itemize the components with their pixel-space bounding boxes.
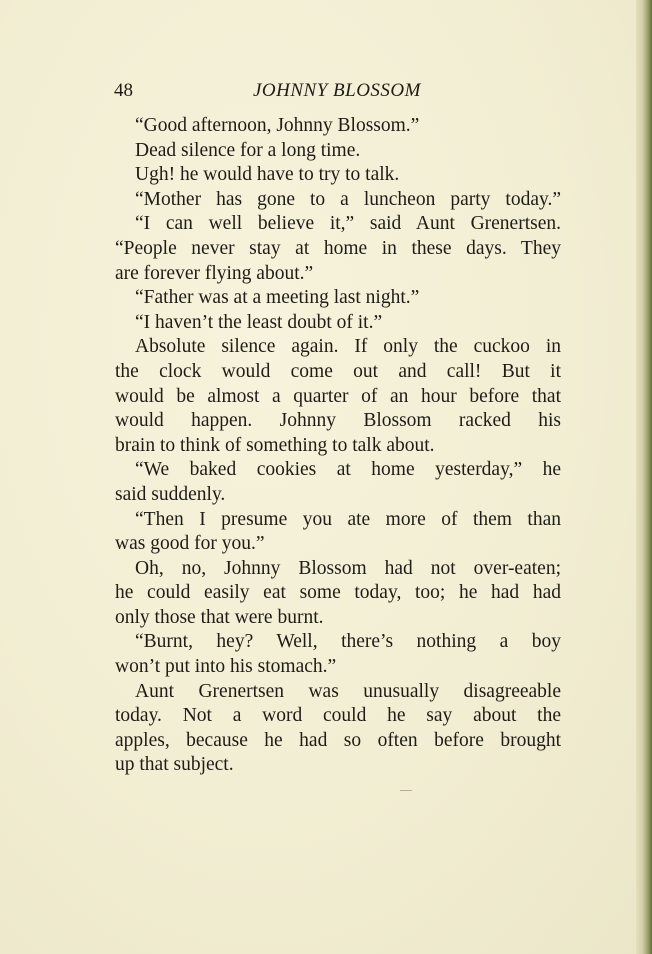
text-line: “Then I presume you ate more of them than xyxy=(135,508,561,530)
text-line: up that subject. xyxy=(115,754,234,776)
text-line: would happen. Johnny Blossom racked his xyxy=(115,410,561,432)
page-number: 48 xyxy=(114,80,133,101)
text-line: was good for you.” xyxy=(115,533,265,555)
text-line: “People never stay at home in these days. They xyxy=(115,237,561,259)
text-line: Absolute silence again. If only the cuckoo in xyxy=(135,336,561,358)
text-line: “I can well believe it,” said Aunt Grenertsen. xyxy=(135,213,561,235)
text-line: “We baked cookies at home yesterday,” he xyxy=(135,459,561,481)
text-line: brain to think of something to talk about. xyxy=(115,434,435,456)
text-line: “Burnt, hey? Well, there’s nothing a boy xyxy=(135,631,561,653)
text-line: “Father was at a meeting last night.” xyxy=(135,287,420,309)
text-line: today. Not a word could he say about the xyxy=(115,705,561,727)
text-line: Ugh! he would have to try to talk. xyxy=(135,164,400,186)
text-line: apples, because he had so often before brought xyxy=(115,729,561,751)
text-line: the clock would come out and call! But it xyxy=(115,360,561,382)
text-line: “I haven’t the least doubt of it.” xyxy=(135,311,383,333)
body-text xyxy=(115,114,561,778)
text-line: are forever flying about.” xyxy=(115,262,314,284)
running-head: JOHNNY BLOSSOM xyxy=(253,80,421,101)
text-line: said suddenly. xyxy=(115,483,226,505)
text-line: won’t put into his stomach.” xyxy=(115,656,337,678)
text-line: “Good afternoon, Johnny Blossom.” xyxy=(135,115,420,136)
text-line: Oh, no, Johnny Blossom had not over-eaten; xyxy=(135,557,561,579)
page-edge xyxy=(636,0,652,954)
text-line: would be almost a quarter of an hour before that xyxy=(115,385,561,407)
page-header xyxy=(114,78,560,104)
text-line: “Mother has gone to a luncheon party today.” xyxy=(135,188,561,210)
text-line: Aunt Grenertsen was unusually disagreeable xyxy=(135,680,561,702)
text-line: only those that were burnt. xyxy=(115,606,324,628)
page-blemish xyxy=(400,790,412,791)
text-line: he could easily eat some today, too; he had had xyxy=(115,582,561,604)
text-line: Dead silence for a long time. xyxy=(135,139,361,161)
